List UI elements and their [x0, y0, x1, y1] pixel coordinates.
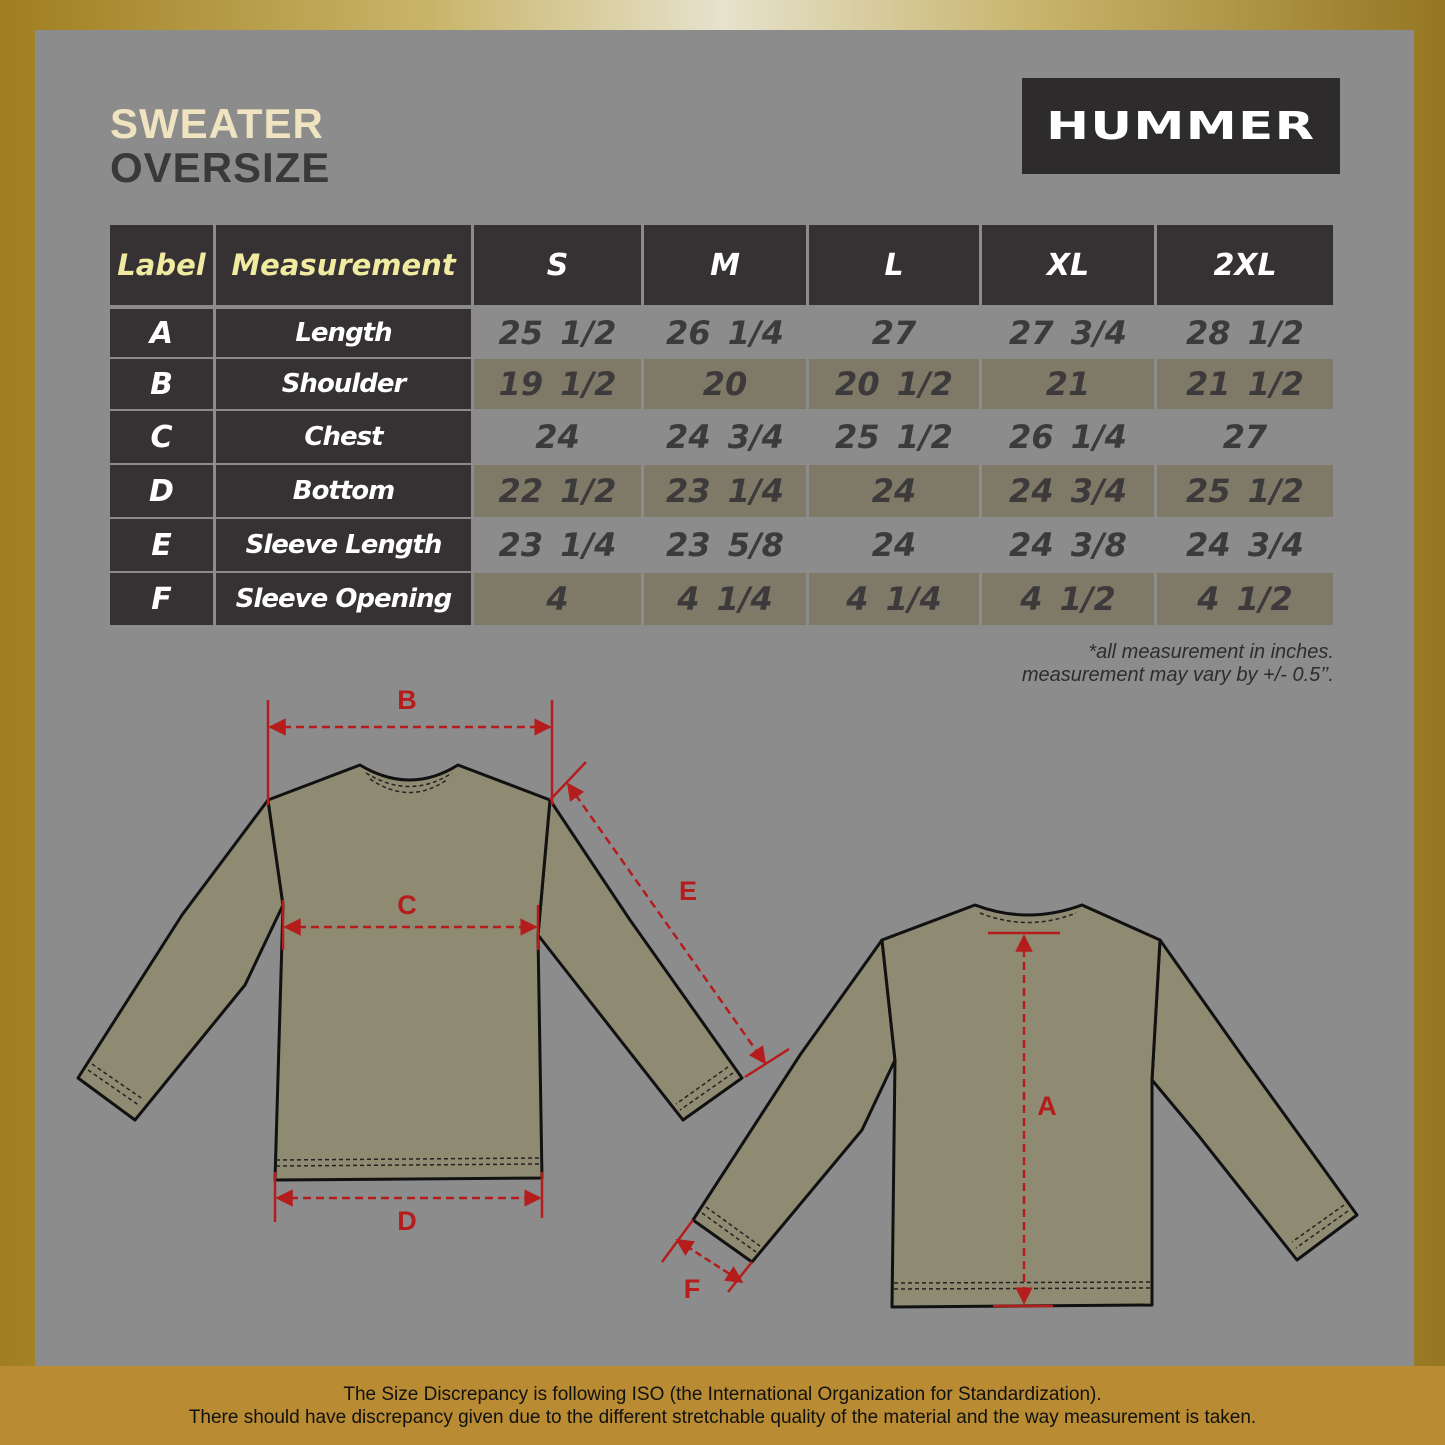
dim-label-b: B	[397, 685, 417, 715]
dim-label-a: A	[1037, 1091, 1057, 1121]
size-value-cell-text: 19 1/2	[498, 365, 617, 403]
row-measurement-text: Chest	[304, 422, 383, 452]
front-body	[268, 765, 550, 1180]
size-value-cell-text: 28 1/2	[1186, 314, 1304, 352]
size-value-cell-text: 4 1/4	[677, 580, 773, 618]
size-value-cell-text: 26 1/4	[666, 314, 784, 352]
size-value-cell-text: 4 1/2	[1020, 580, 1116, 618]
row-measurement-text: Bottom	[292, 476, 395, 506]
header-cell-text: L	[884, 247, 904, 283]
size-value-cell-text: 24 3/8	[1009, 526, 1127, 564]
header-cell-text: 2XL	[1213, 247, 1277, 283]
size-value-cell-text: 26 1/4	[1009, 418, 1127, 456]
brand-logo-text: HUMMER	[1046, 104, 1316, 148]
back-hem	[894, 1282, 1150, 1283]
dim-label-f: F	[683, 1274, 701, 1304]
row-label-text: E	[151, 527, 172, 563]
row-measurement-text: Sleeve Opening	[235, 584, 452, 614]
header-cell-text: XL	[1046, 247, 1090, 283]
row-measurement-text: Length	[295, 318, 392, 348]
size-value-cell-text: 24	[871, 472, 917, 510]
size-value-cell-text: 25 1/2	[835, 418, 953, 456]
size-value-cell-text: 20 1/2	[835, 365, 953, 403]
note-line-1: *all measurement in inches.	[1088, 641, 1334, 663]
row-label-text: D	[149, 473, 174, 509]
size-value-cell-text: 27	[1222, 418, 1268, 456]
size-value-cell-text: 25 1/2	[1186, 472, 1304, 510]
back-right-sleeve	[1152, 940, 1357, 1260]
note-line-2: measurement may vary by +/- 0.5’’.	[1021, 664, 1334, 686]
size-value-cell-text: 24	[535, 418, 580, 456]
footer-line-2: There should have discrepancy given due to the different stretchable quality of the material and the way measurement is taken.	[188, 1406, 1257, 1428]
footer-disclaimer	[0, 1366, 1445, 1445]
size-value-cell-text: 4 1/2	[1197, 580, 1293, 618]
front-right-sleeve	[538, 800, 742, 1120]
product-subtitle: OVERSIZE	[110, 144, 331, 191]
footer-line-1: The Size Discrepancy is following ISO (the International Organization for Standardization).	[343, 1383, 1102, 1405]
size-value-cell-text: 24 3/4	[1186, 526, 1304, 564]
dim-label-e: E	[678, 876, 698, 906]
row-label-text: A	[149, 315, 174, 351]
size-value-cell-text: 4	[546, 580, 569, 618]
back-left-sleeve	[693, 940, 895, 1262]
header-cell-text: M	[710, 247, 740, 283]
size-value-cell-text: 23 1/4	[498, 526, 617, 564]
row-label-text: F	[151, 581, 172, 617]
size-value-cell-text: 22 1/2	[498, 472, 617, 510]
size-value-cell-text: 27 3/4	[1009, 314, 1127, 352]
row-label-text: C	[150, 419, 173, 455]
size-value-cell-text: 27	[871, 314, 917, 352]
sweater-front	[78, 765, 742, 1180]
header-cell-text: Measurement	[231, 248, 456, 282]
back-body	[882, 905, 1160, 1307]
dim-label-d: D	[397, 1206, 417, 1236]
size-value-cell-text: 23 5/8	[666, 526, 784, 564]
size-value-cell-text: 24 3/4	[1009, 472, 1127, 510]
size-value-cell-text: 20	[702, 365, 748, 403]
front-left-sleeve	[78, 800, 283, 1120]
size-value-cell-text: 24	[871, 526, 917, 564]
size-value-cell-text: 21	[1045, 365, 1091, 403]
size-value-cell-text: 25 1/2	[498, 314, 617, 352]
row-measurement-text: Shoulder	[281, 369, 406, 399]
product-title: SWEATER	[110, 100, 324, 147]
row-label-text: B	[150, 366, 173, 402]
size-value-cell-text: 21 1/2	[1186, 365, 1304, 403]
size-value-cell-text: 4 1/4	[846, 580, 942, 618]
header-cell-text: Label	[117, 248, 206, 282]
row-measurement-text: Sleeve Length	[245, 530, 442, 560]
header-cell-text: S	[546, 247, 569, 283]
dim-label-c: C	[397, 890, 417, 920]
size-value-cell-text: 23 1/4	[666, 472, 784, 510]
size-value-cell-text: 24 3/4	[666, 418, 784, 456]
